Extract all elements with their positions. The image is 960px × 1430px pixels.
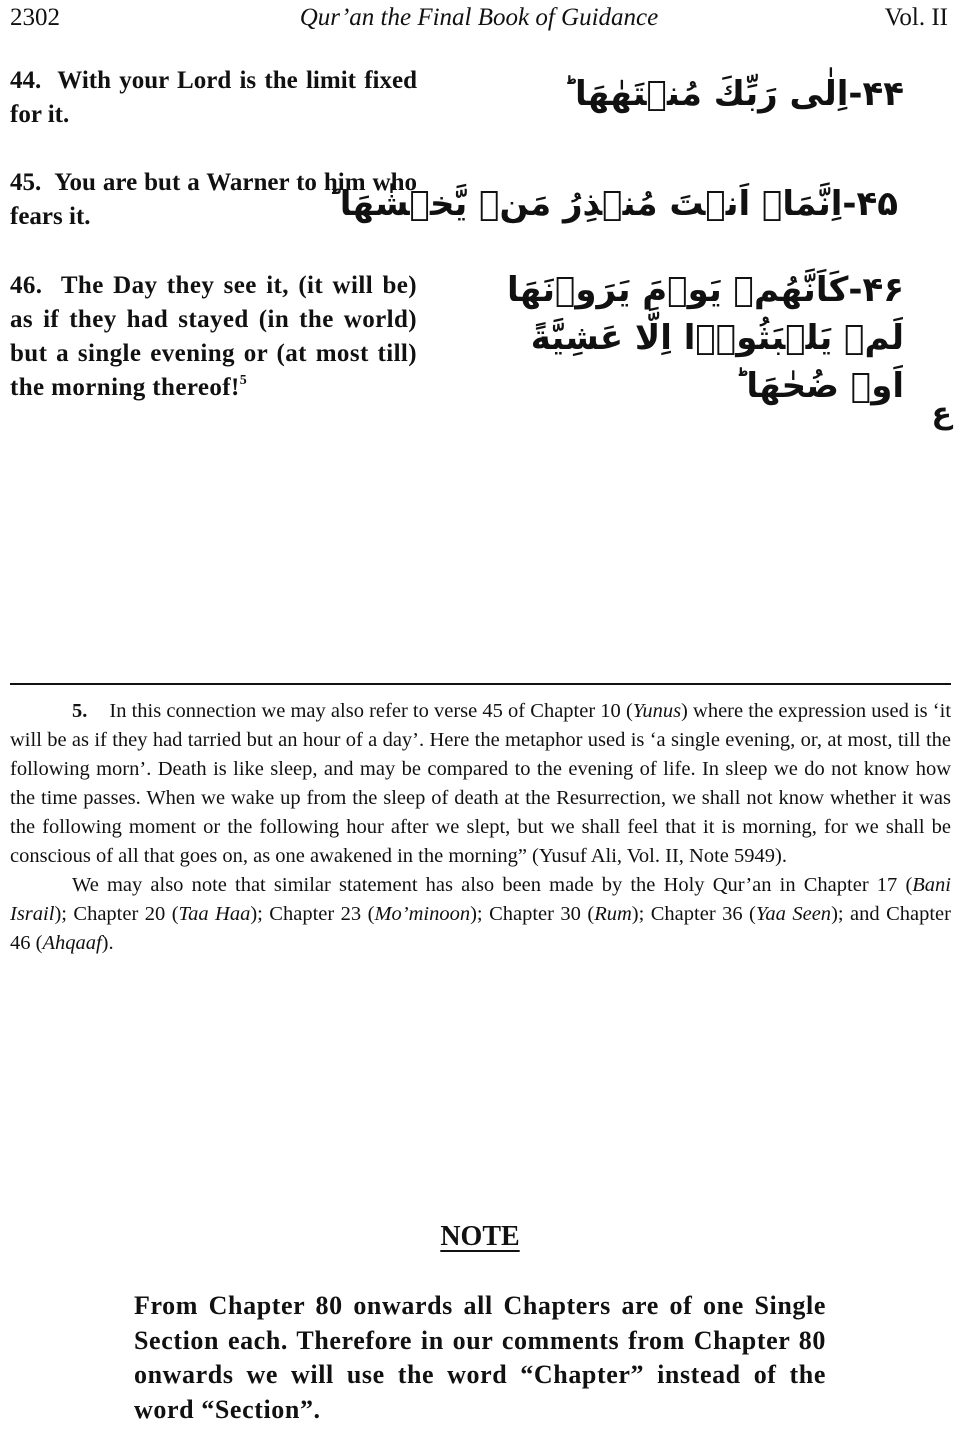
note-heading-text: NOTE [440, 1221, 520, 1252]
verse-number: 46. [10, 272, 43, 299]
verse-46-translation [10, 269, 417, 405]
verse-text: The Day they see it, (it will be) as if they had stayed (in the world) but a single evening or (at most till) the morning thereof! [10, 272, 417, 401]
footnote-divider [10, 683, 951, 685]
footnote-reference: 5 [239, 373, 248, 388]
verse-45-arabic: ۴۵-اِنَّمَاۤ اَنۡتَ مُنۡذِرُ مَنۡ يَّخۡشٰهَا ؕ [327, 184, 898, 224]
verse-number: 44. [10, 67, 42, 94]
footnote-paragraph [10, 697, 951, 871]
chapter-name: Yaa Seen [755, 903, 832, 925]
verse-text: You are but a Warner to him who fears it. [10, 169, 417, 230]
footnote-text: ); Chapter 36 ( [631, 903, 756, 925]
verse-44-translation [10, 64, 417, 132]
footnote-5 [10, 697, 951, 958]
note-body: From Chapter 80 onwards all Chapters are of one Single Section each. Therefore in our comments from Chapter 80 onwards we will use the word “Chapter” instead of the word “Section”. [134, 1291, 826, 1424]
footnote-text: ) where the expression used is ‘it will be as if they had tarried but an hour of a day’. Here the metaphor used is ‘a single evening, or, at most, till the following morn’. Death is like sleep, and may be compared to the evening of life. In sleep we do not know how the time passes. When we wake up from the sleep of death at the Resurrection, we shall not know whether it was the following moment or the following hour after we slept, but we shall feel that it is morning, for we shall be conscious of all that goes on, as one awakened in the morning” (Yusuf Ali, Vol. II, Note 5949). [10, 700, 952, 867]
footnote-text: ). [101, 932, 114, 954]
running-header [10, 2, 948, 34]
page-number: 2302 [10, 4, 60, 31]
chapter-name: Mo’minoon [374, 903, 471, 925]
footnote-paragraph [10, 871, 951, 958]
arabic-line: اَوۡ ضُحٰهَا ؕ [734, 366, 904, 406]
chapter-name: Rum [594, 903, 632, 925]
chapter-name: Ahqaaf [42, 932, 102, 954]
arabic-line: لَمۡ يَلۡبَثُوۡۤا اِلَّا عَشِيَّةً [530, 318, 904, 358]
note-heading [0, 1219, 960, 1255]
verse-number: 45. [10, 169, 42, 196]
chapter-name: Taa Haa [178, 903, 251, 925]
footnote-text: ); and Chapter 46 ( [10, 903, 951, 954]
chapter-name: Bani Israil [10, 874, 951, 925]
book-title: Qur’an the Final Book of Guidance [299, 4, 659, 31]
verse-46-arabic [507, 266, 904, 410]
volume-label: Vol. II [884, 4, 948, 31]
footnote-text: In this connection we may also refer to verse 45 of Chapter 10 ( [109, 700, 633, 722]
verse-44-arabic: ۴۴-اِلٰى رَبِّكَ مُنۡتَهٰهَا ؕ [563, 74, 904, 114]
arabic-line: ۴۶-كَاَنَّهُمۡ يَوۡمَ يَرَوۡنَهَا [507, 270, 904, 310]
footnote-text: ); Chapter 20 ( [54, 903, 179, 925]
footnote-text: We may also note that similar statement has also been made by the Holy Qur’an in Chapter 17 ( [72, 874, 913, 896]
verse-text: With your Lord is the limit fixed for it. [10, 67, 417, 128]
chapter-name: Yunus [632, 700, 682, 722]
footnote-text: ); Chapter 30 ( [470, 903, 595, 925]
footnote-text: ); Chapter 23 ( [250, 903, 375, 925]
ruku-marker: ع [931, 396, 952, 431]
footnote-number: 5. [72, 700, 88, 722]
